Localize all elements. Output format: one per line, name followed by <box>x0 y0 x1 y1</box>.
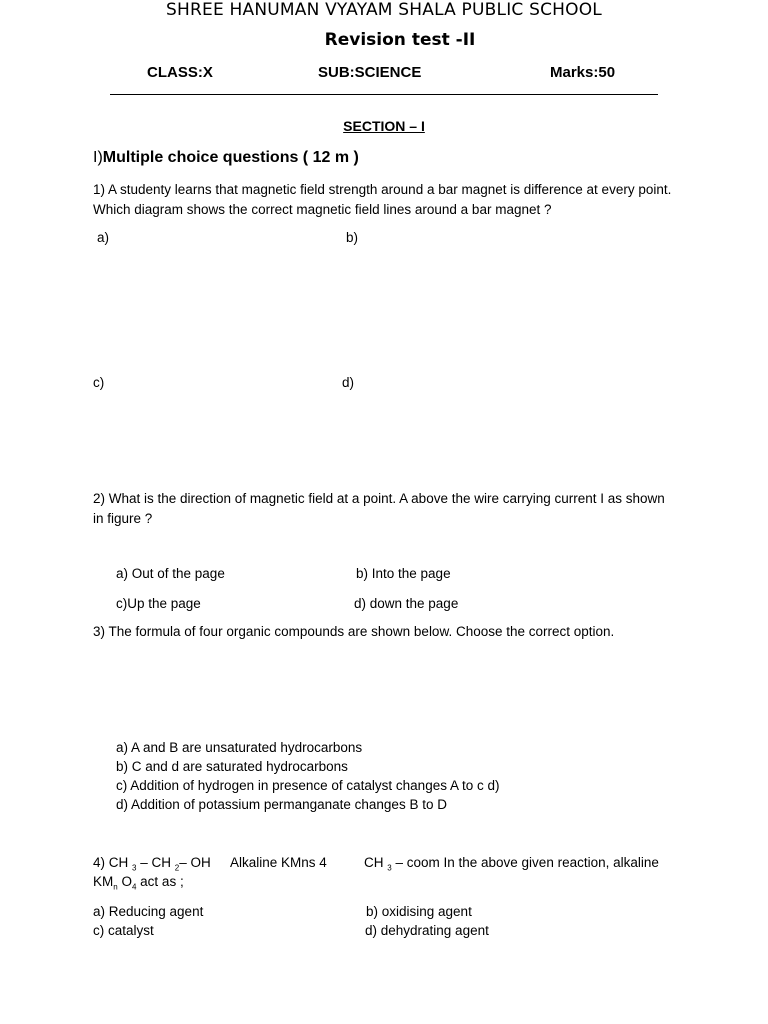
q1-option-c: c) <box>93 375 105 390</box>
mcq-prefix: I) <box>93 149 103 166</box>
q4-text-part: KM <box>93 874 114 889</box>
q4-option-d: d) dehydrating agent <box>365 923 489 938</box>
q4-option-c: c) catalyst <box>93 923 154 938</box>
mcq-heading-text: Multiple choice questions ( 12 m ) <box>102 149 359 166</box>
header-divider <box>110 94 658 95</box>
q3-option-b: b) C and d are saturated hydrocarbons <box>116 759 348 774</box>
question-4-product <box>364 853 659 878</box>
q1-option-d: d) <box>342 375 355 390</box>
q4-text-part: CH <box>364 855 384 870</box>
q4-text-part: – coom In the above given reaction, alkaline <box>391 855 659 870</box>
q2-option-a: a) Out of the page <box>116 566 225 581</box>
question-3: 3) The formula of four organic compounds are shown below. Choose the correct option. <box>93 624 615 639</box>
q4-text-part: act as ; <box>136 874 184 889</box>
q2-option-b: b) Into the page <box>356 566 451 581</box>
q4-option-b: b) oxidising agent <box>366 904 472 919</box>
section-title: SECTION – I <box>343 118 425 134</box>
q4-subscript: n <box>113 882 118 892</box>
marks-label: Marks:50 <box>550 64 616 81</box>
q4-subscript: 3 <box>132 863 137 873</box>
q4-subscript: 3 <box>387 863 392 873</box>
question-2: 2) What is the direction of magnetic field at a point. A above the wire carrying current I as shown in figure ? <box>93 491 665 526</box>
q4-option-a: a) Reducing agent <box>93 904 204 919</box>
class-label: CLASS:X <box>147 64 213 81</box>
test-title: Revision test -II <box>324 30 476 50</box>
mcq-heading <box>93 149 359 167</box>
q1-option-b: b) <box>346 230 359 245</box>
q4-subscript: 2 <box>174 863 180 873</box>
q4-text-part: – CH <box>136 855 171 870</box>
q1-option-a: a) <box>97 230 110 245</box>
question-4-reagent: Alkaline KMns 4 <box>230 855 327 870</box>
q4-subscript: 4 <box>131 882 137 892</box>
subject-label: SUB:SCIENCE <box>318 64 422 81</box>
q3-option-d: d) Addition of potassium permanganate changes B to D <box>116 797 447 812</box>
q2-option-d: d) down the page <box>354 596 459 611</box>
q4-text-part: O <box>117 874 132 889</box>
q3-option-a: a) A and B are unsaturated hydrocarbons <box>116 740 363 755</box>
q4-text-part: – OH <box>179 855 211 870</box>
question-1: 1) A studenty learns that magnetic field strength around a bar magnet is difference at every point. Which diagram shows the correct magnetic field lines around a bar magnet ? <box>93 182 672 217</box>
q2-option-c: c)Up the page <box>116 596 201 611</box>
school-name: SHREE HANUMAN VYAYAM SHALA PUBLIC SCHOOL <box>166 0 602 20</box>
q4-text-part: 4) CH <box>93 855 129 870</box>
question-4-line2 <box>93 872 184 897</box>
q3-option-c: c) Addition of hydrogen in presence of catalyst changes A to c d) <box>116 778 500 793</box>
